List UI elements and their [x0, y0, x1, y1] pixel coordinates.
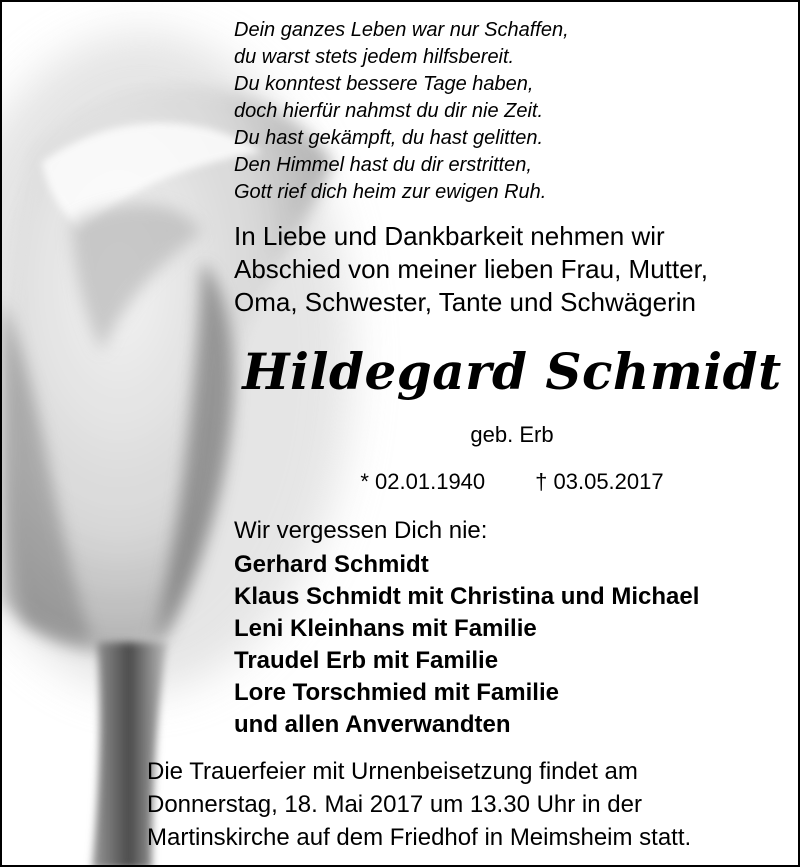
poem-line: Den Himmel hast du dir erstritten, [234, 154, 532, 176]
poem-line: Dein ganzes Leben war nur Schaffen, [234, 19, 569, 41]
life-dates [232, 467, 792, 497]
poem-line: doch hierfür nahmst du dir nie Zeit. [234, 100, 544, 122]
farewell-intro [234, 220, 794, 319]
mourner-name: Traudel Erb mit Familie [234, 647, 499, 674]
death-date: † 03.05.2017 [535, 469, 664, 494]
mourner-name: und allen Anverwandten [234, 711, 511, 738]
birth-date: * 02.01.1940 [360, 469, 486, 494]
mourner-name: Gerhard Schmidt [234, 551, 429, 578]
mourner-name: Klaus Schmidt mit Christina und Michael [234, 583, 700, 610]
intro-line: Oma, Schwester, Tante und Schwägerin [234, 287, 696, 317]
poem-line: Gott rief dich heim zur ewigen Ruh. [234, 181, 547, 203]
mourner-name: Leni Kleinhans mit Familie [234, 615, 537, 642]
intro-line: Abschied von meiner lieben Frau, Mutter, [234, 254, 709, 284]
ceremony-line: Die Trauerfeier mit Urnenbeisetzung findet am [147, 758, 638, 785]
intro-line: In Liebe und Dankbarkeit nehmen wir [234, 221, 665, 251]
mourners-lead: Wir vergessen Dich nie: [234, 517, 488, 544]
poem-line: Du hast gekämpft, du hast gelitten. [234, 127, 544, 149]
ceremony-line: Donnerstag, 18. Mai 2017 um 13.30 Uhr in der [147, 791, 642, 818]
ceremony-line: Martinskirche auf dem Friedhof in Meimsheim statt. [147, 824, 692, 851]
maiden-name: geb. Erb [470, 422, 554, 447]
mourners-list [234, 549, 794, 741]
deceased-name: Hildegard Schmidt [242, 342, 782, 401]
ceremony-notice [147, 755, 797, 854]
poem-line: du warst stets jedem hilfsbereit. [234, 46, 515, 68]
mourner-name: Lore Torschmied mit Familie [234, 679, 559, 706]
poem [234, 17, 654, 206]
poem-line: Du konntest bessere Tage haben, [234, 73, 534, 95]
